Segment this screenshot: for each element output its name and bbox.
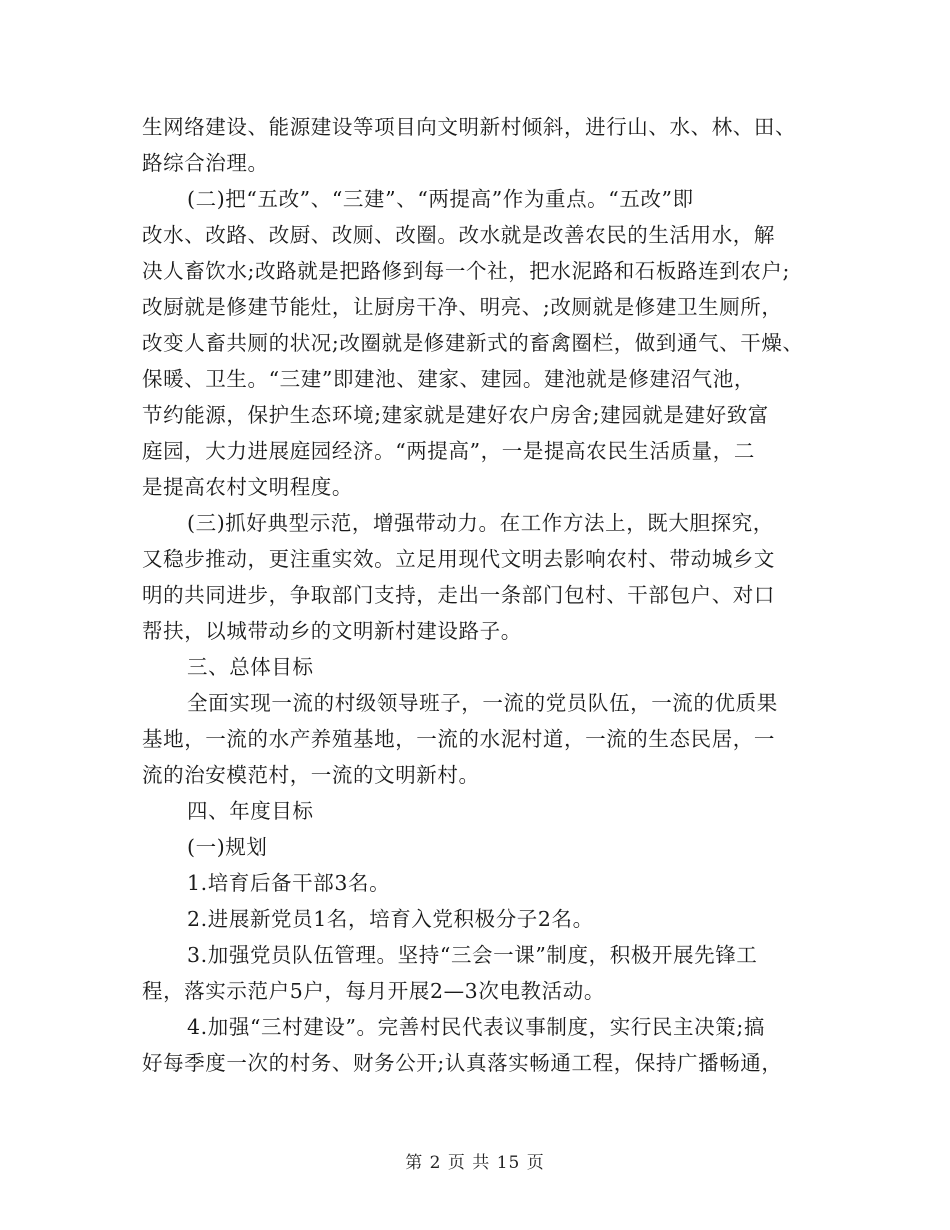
- body-line: 又稳步推动，更注重实效。立足用现代文明去影响农村、带动城乡文: [142, 547, 775, 571]
- body-line: 决人畜饮水;改路就是把路修到每一个社，把水泥路和石板路连到农户;: [142, 259, 791, 283]
- body-line: 明的共同进步，争取部门支持，走出一条部门包村、干部包户、对口: [142, 583, 775, 607]
- body-line: 基地，一流的水产养殖基地，一流的水泥村道，一流的生态民居，一: [142, 727, 775, 751]
- body-line: 路综合治理。: [142, 151, 269, 175]
- body-line: 改厨就是修建节能灶，让厨房干净、明亮、;改厕就是修建卫生厕所，: [142, 295, 783, 319]
- section-heading: 四、年度目标: [187, 799, 314, 823]
- list-item: 3.加强党员队伍管理。坚持“三会一课”制度，积极开展先锋工: [187, 943, 758, 967]
- body-line: 程，落实示范户5户，每月开展2—3次电教活动。: [142, 979, 605, 1003]
- list-item: 1.培育后备干部3名。: [187, 871, 391, 895]
- body-line: 好每季度一次的村务、财务公开;认真落实畅通工程，保持广播畅通，: [142, 1051, 783, 1075]
- body-line: (二)把“五改”、“三建”、“两提高”作为重点。“五改”即: [187, 187, 694, 211]
- body-line: 节约能源，保护生态环境;建家就是建好农户房舍;建园就是建好致富: [142, 403, 769, 427]
- body-line: 改变人畜共厕的状况;改圈就是修建新式的畜禽圈栏，做到通气、干燥、: [142, 331, 804, 355]
- body-line: (三)抓好典型示范，增强带动力。在工作方法上，既大胆探究，: [187, 511, 774, 535]
- subsection-heading: (一)规划: [187, 835, 268, 859]
- body-line: 生网络建设、能源建设等项目向文明新村倾斜，进行山、水、林、田、: [142, 115, 797, 139]
- list-item: 4.加强“三村建设”。完善村民代表议事制度，实行民主决策;搞: [187, 1015, 765, 1039]
- section-heading: 三、总体目标: [187, 655, 314, 679]
- body-line: 全面实现一流的村级领导班子，一流的党员队伍，一流的优质果: [187, 691, 778, 715]
- body-line: 帮扶，以城带动乡的文明新村建设路子。: [142, 619, 522, 643]
- body-line: 改水、改路、改厨、改厕、改圈。改水就是改善农民的生活用水，解: [142, 223, 775, 247]
- list-item: 2.进展新党员1名，培育入党积极分子2名。: [187, 907, 594, 931]
- body-line: 流的治安模范村，一流的文明新村。: [142, 763, 480, 787]
- page-number-footer: 第 2 页 共 15 页: [405, 1153, 545, 1173]
- body-line: 庭园，大力进展庭园经济。“两提高”，一是提高农民生活质量，二: [142, 439, 755, 463]
- body-line: 保暖、卫生。“三建”即建池、建家、建园。建池就是修建沼气池，: [142, 367, 755, 391]
- body-line: 是提高农村文明程度。: [142, 475, 353, 499]
